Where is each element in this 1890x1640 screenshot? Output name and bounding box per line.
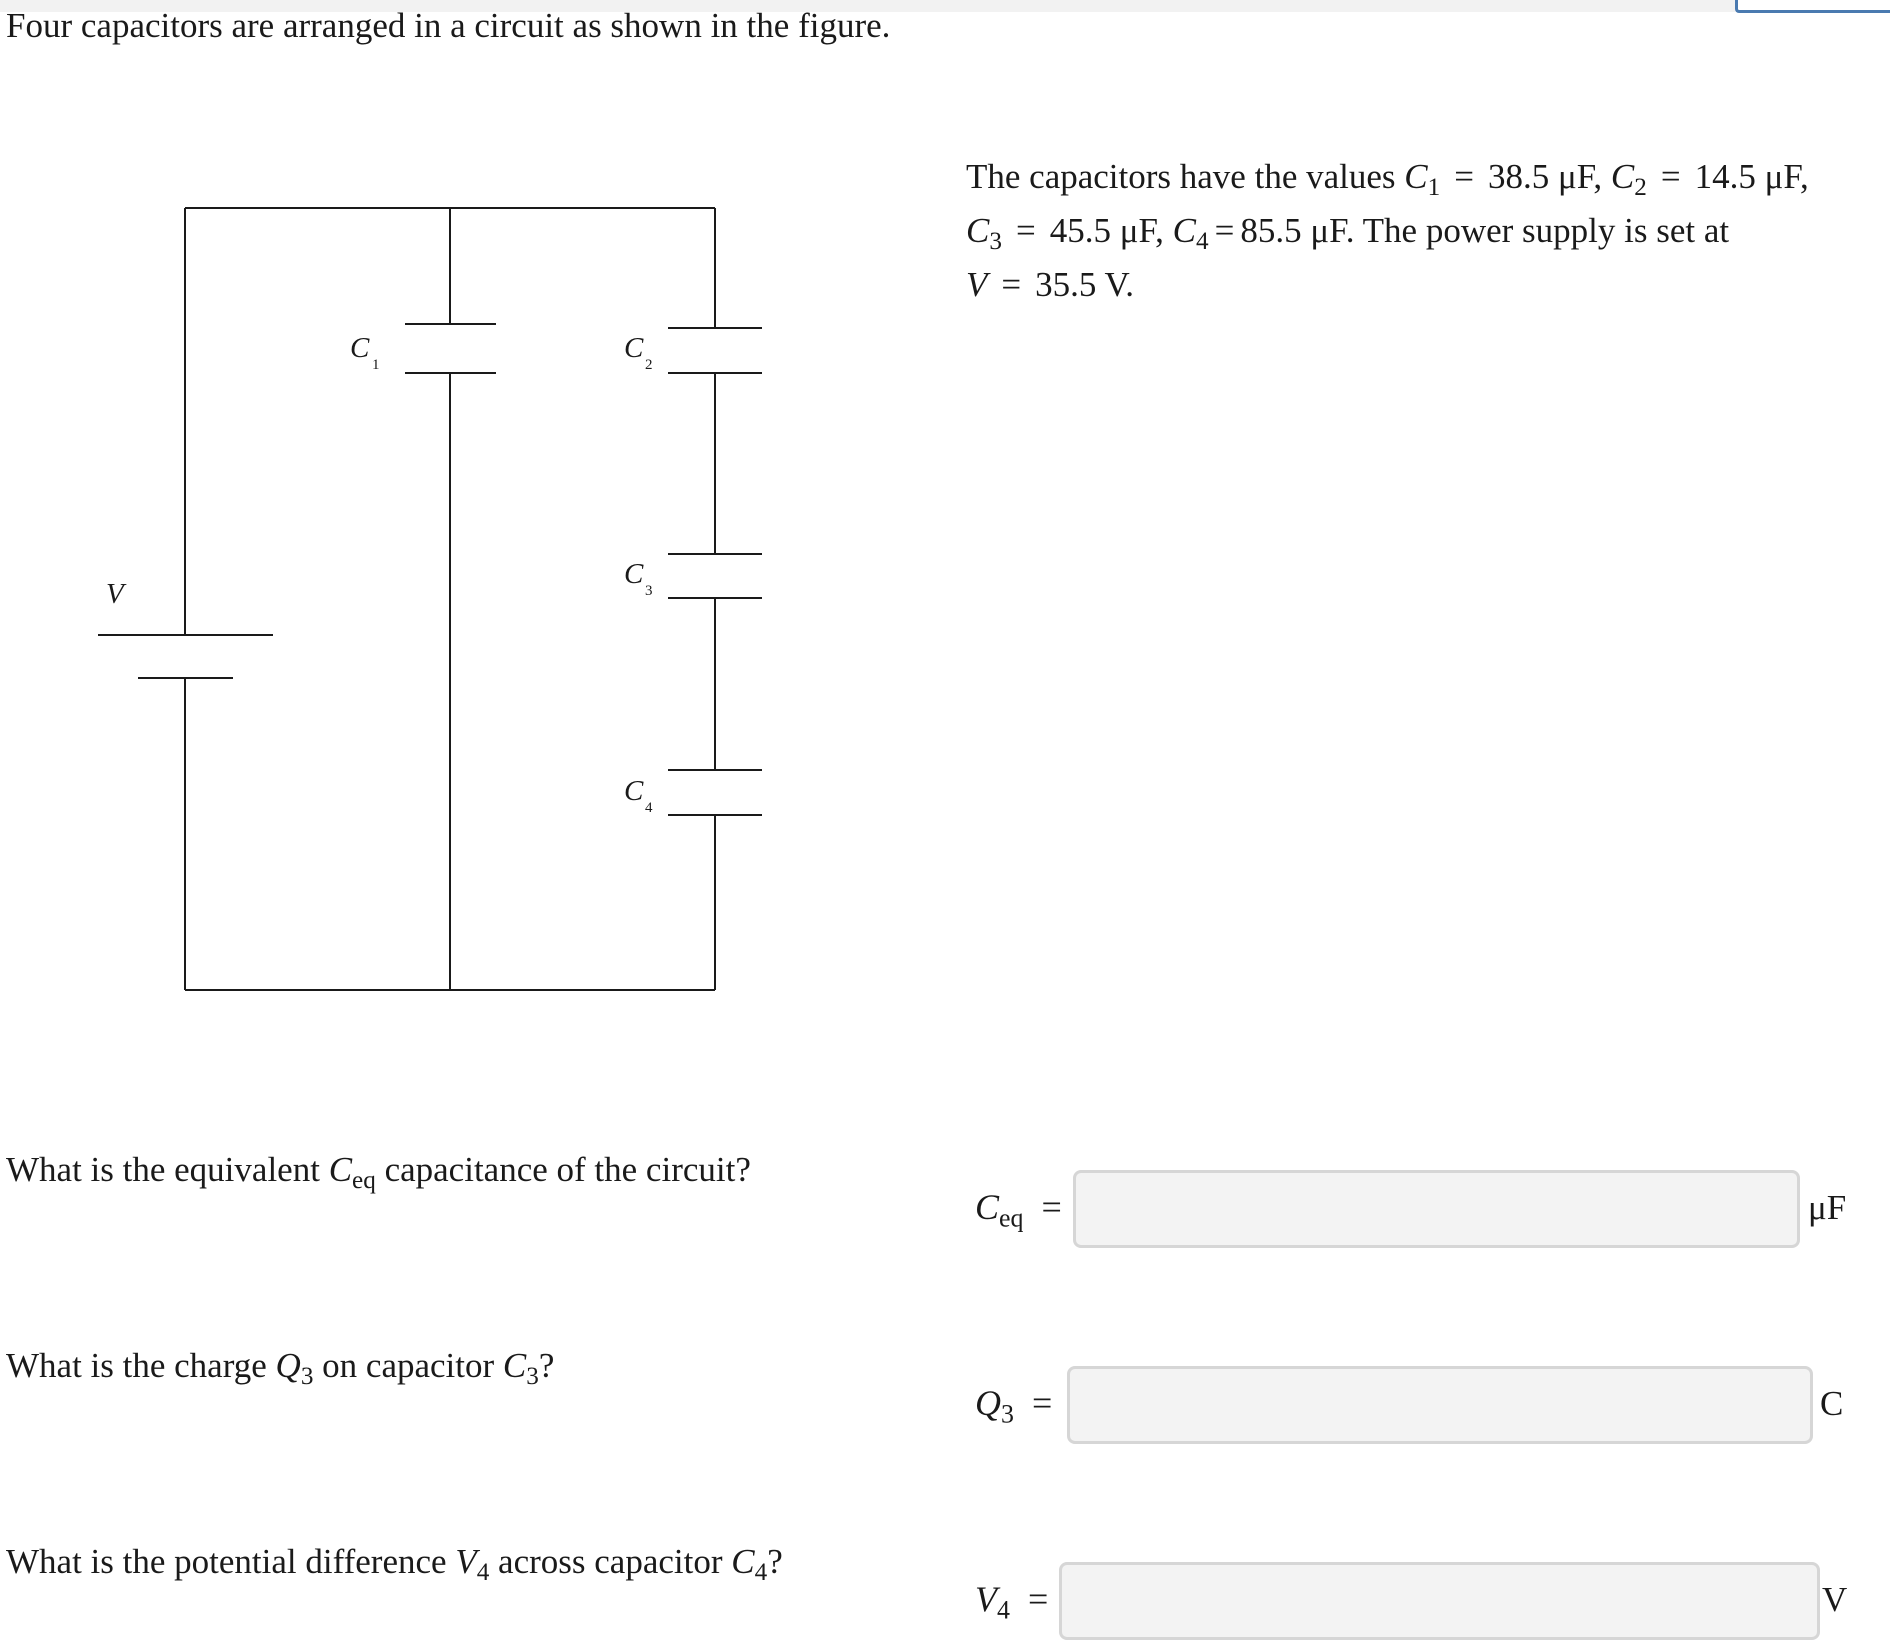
- c1-value: 38.5 μF,: [1487, 157, 1603, 196]
- question-2-subscript: 3: [300, 1363, 314, 1391]
- question-3: [6, 1542, 783, 1587]
- answer-2-symbol: Q: [975, 1383, 1001, 1423]
- label-c1: C: [350, 332, 370, 364]
- ceq-input[interactable]: [1073, 1170, 1800, 1248]
- answer-1-label: [975, 1186, 1062, 1233]
- answer-1-symbol: C: [975, 1187, 1000, 1227]
- equals-sign: =: [1001, 265, 1022, 304]
- label-c4: C: [624, 775, 644, 807]
- answer-3-subscript: 4: [997, 1595, 1010, 1625]
- answer-3-label: [975, 1578, 1049, 1625]
- question-3-symbol-2: C: [731, 1542, 755, 1581]
- question-3-post: ?: [767, 1542, 783, 1581]
- c1-subscript: 1: [1427, 174, 1441, 202]
- question-3-pre: What is the potential difference: [6, 1542, 447, 1581]
- answer-1-unit: μF: [1808, 1188, 1847, 1227]
- question-2-symbol-2: C: [502, 1346, 527, 1385]
- label-c4-sub: 4: [645, 800, 653, 816]
- v-value: 35.5 V.: [1035, 265, 1135, 304]
- question-1-symbol: C: [328, 1150, 353, 1189]
- circuit-diagram: [0, 0, 800, 1020]
- answer-1-subscript: eq: [999, 1203, 1024, 1233]
- question-1-post: capacitance of the circuit?: [384, 1150, 751, 1189]
- c2-symbol: C: [1610, 157, 1635, 196]
- answer-2-subscript: 3: [1001, 1399, 1014, 1429]
- label-c2-sub: 2: [645, 357, 653, 373]
- equals-sign: =: [1660, 157, 1681, 196]
- c4-value: 85.5 μF.: [1240, 211, 1355, 250]
- question-2-subscript-2: 3: [526, 1363, 539, 1391]
- question-2-pre: What is the charge: [6, 1346, 267, 1385]
- equals-sign: =: [1041, 1187, 1062, 1227]
- v-symbol: V: [966, 265, 988, 304]
- q3-input[interactable]: [1067, 1366, 1813, 1444]
- question-2-post: ?: [538, 1346, 555, 1385]
- given-prefix: The capacitors have the values: [966, 157, 1396, 196]
- c3-value: 45.5 μF,: [1049, 211, 1164, 250]
- given-values: [966, 150, 1866, 312]
- problem-intro: Four capacitors are arranged in a circuit as shown in the figure.: [6, 6, 891, 45]
- c4-subscript: 4: [1196, 228, 1209, 256]
- c2-subscript: 2: [1634, 174, 1647, 202]
- label-v: V: [106, 578, 124, 610]
- equals-sign: =: [1015, 211, 1036, 250]
- corner-tab: [1735, 0, 1890, 13]
- answer-2-unit: C: [1820, 1384, 1844, 1423]
- label-c3-sub: 3: [645, 583, 653, 599]
- given-row-3: [966, 258, 1866, 312]
- question-3-mid: across capacitor: [498, 1542, 723, 1581]
- question-1: [6, 1150, 751, 1195]
- answer-2-label: [975, 1382, 1053, 1429]
- equals-sign: =: [1031, 1383, 1053, 1423]
- question-1-pre: What is the equivalent: [6, 1150, 320, 1189]
- supply-text: The power supply is set at: [1362, 211, 1730, 250]
- c1-symbol: C: [1404, 157, 1428, 196]
- given-row-2: [966, 204, 1866, 258]
- label-c3: C: [624, 558, 644, 590]
- question-1-subscript: eq: [352, 1167, 376, 1195]
- question-3-symbol: V: [455, 1542, 477, 1581]
- equals-sign: =: [1027, 1579, 1049, 1619]
- c3-symbol: C: [966, 211, 990, 250]
- question-3-subscript-2: 4: [754, 1559, 768, 1587]
- answer-3-unit: V: [1822, 1580, 1848, 1619]
- given-row-1: [966, 150, 1866, 204]
- equals-sign: =: [1214, 211, 1235, 250]
- c4-symbol: C: [1172, 211, 1196, 250]
- c3-subscript: 3: [989, 228, 1002, 256]
- equals-sign: =: [1454, 157, 1474, 196]
- question-2-symbol: Q: [275, 1346, 301, 1385]
- question-2-mid: on capacitor: [322, 1346, 495, 1385]
- answer-3-symbol: V: [975, 1579, 997, 1619]
- label-c1-sub: 1: [372, 357, 380, 373]
- c2-value: 14.5 μF,: [1694, 157, 1809, 196]
- v4-input[interactable]: [1059, 1562, 1820, 1640]
- label-c2: C: [624, 332, 644, 364]
- question-3-subscript: 4: [476, 1559, 490, 1587]
- question-2: [6, 1346, 555, 1391]
